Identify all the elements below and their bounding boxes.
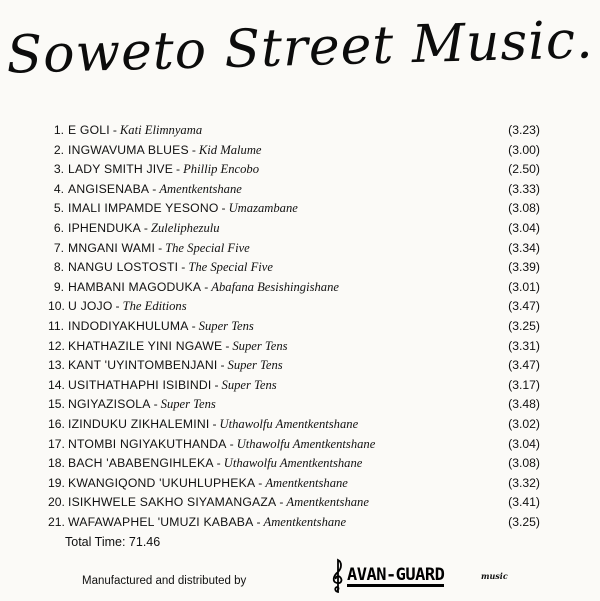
track-duration: (3.08) bbox=[508, 456, 540, 471]
track-number: 13. bbox=[48, 358, 65, 373]
track-title: INGWAVUMA BLUES bbox=[68, 142, 189, 157]
track-artist: Super Tens bbox=[198, 318, 254, 333]
track-separator: - bbox=[214, 377, 219, 392]
track-title: IMALI IMPAMDE YESONO bbox=[68, 201, 219, 216]
track-number: 21. bbox=[48, 514, 65, 529]
track-row bbox=[48, 356, 540, 376]
track-duration: (3.01) bbox=[508, 279, 540, 294]
track-separator: - bbox=[176, 162, 181, 177]
track-separator: - bbox=[225, 338, 230, 353]
track-row bbox=[48, 278, 540, 298]
track-list bbox=[48, 121, 540, 532]
track-number: 15. bbox=[48, 397, 65, 412]
track-title: USITHATHAPHI ISIBINDI bbox=[68, 377, 212, 392]
total-time: Total Time: 71.46 bbox=[65, 535, 161, 549]
track-artist: Super Tens bbox=[227, 358, 283, 373]
logo-suffix: music bbox=[481, 571, 508, 581]
track-artist: Abafana Besishingishane bbox=[211, 279, 339, 294]
track-duration: (2.50) bbox=[508, 162, 540, 177]
track-artist: Zuleliphezulu bbox=[150, 220, 220, 235]
track-duration: (3.23) bbox=[508, 123, 540, 137]
track-number: 16. bbox=[48, 416, 65, 431]
track-separator: - bbox=[191, 318, 196, 333]
track-artist: Super Tens bbox=[232, 338, 288, 353]
track-row bbox=[48, 258, 540, 278]
track-row bbox=[48, 376, 540, 396]
track-row bbox=[48, 395, 540, 415]
track-artist: Super Tens bbox=[221, 377, 277, 392]
track-artist: Amentkentshane bbox=[265, 475, 348, 490]
track-duration: (3.39) bbox=[508, 260, 540, 275]
track-number: 10. bbox=[48, 299, 65, 314]
track-number: 3. bbox=[53, 162, 64, 177]
track-number: 4. bbox=[53, 181, 64, 196]
track-number: 2. bbox=[53, 142, 64, 157]
track-row bbox=[48, 199, 540, 219]
track-artist: The Special Five bbox=[188, 260, 273, 275]
track-artist: Uthawolfu Amentkentshane bbox=[236, 436, 376, 451]
track-number: 5. bbox=[53, 201, 64, 216]
track-title: KANT 'UYINTOMBENJANI bbox=[68, 358, 218, 373]
track-number: 18. bbox=[48, 456, 65, 471]
track-row bbox=[48, 454, 540, 474]
track-title: INDODIYAKHULUMA bbox=[68, 318, 189, 333]
track-separator: - bbox=[256, 514, 261, 529]
track-artist: Phillip Encobo bbox=[183, 162, 260, 177]
track-duration: (3.00) bbox=[508, 142, 540, 157]
track-separator: - bbox=[258, 475, 263, 490]
track-artist: Kid Malume bbox=[198, 142, 262, 157]
track-row bbox=[48, 493, 540, 513]
track-separator: - bbox=[153, 397, 158, 412]
track-title: KHATHAZILE YINI NGAWE bbox=[68, 338, 223, 353]
track-number: 12. bbox=[48, 338, 65, 353]
track-number: 14. bbox=[48, 377, 65, 392]
track-artist: Uthawolfu Amentkentshane bbox=[223, 456, 363, 471]
track-row bbox=[48, 297, 540, 317]
track-duration: (3.47) bbox=[508, 299, 540, 314]
track-row bbox=[48, 160, 540, 180]
track-separator: - bbox=[181, 260, 186, 275]
track-row bbox=[48, 474, 540, 494]
track-separator: - bbox=[112, 123, 117, 137]
logo-wordmark: AVAN-GUARD bbox=[347, 565, 445, 585]
track-title: NGIYAZISOLA bbox=[68, 397, 151, 412]
track-duration: (3.04) bbox=[508, 220, 540, 235]
track-artist: Amentkentshane bbox=[159, 181, 242, 196]
track-duration: (3.02) bbox=[508, 416, 540, 431]
label-logo bbox=[330, 558, 530, 594]
track-number: 11. bbox=[48, 318, 65, 333]
track-duration: (3.34) bbox=[508, 240, 540, 255]
track-artist: Amentkentshane bbox=[263, 514, 347, 529]
track-number: 17. bbox=[48, 436, 65, 451]
track-title: BACH 'ABABENGIHLEKA bbox=[68, 456, 214, 471]
track-number: 20. bbox=[48, 495, 65, 510]
track-duration: (3.41) bbox=[508, 495, 540, 510]
track-duration: (3.48) bbox=[508, 397, 540, 412]
track-title: WAFAWAPHEL 'UMUZI KABABA bbox=[68, 514, 254, 529]
track-title: LADY SMITH JIVE bbox=[68, 162, 174, 177]
track-separator: - bbox=[191, 142, 196, 157]
track-separator: - bbox=[279, 495, 284, 510]
track-separator: - bbox=[229, 436, 234, 451]
track-separator: - bbox=[152, 181, 157, 196]
treble-clef-icon bbox=[330, 558, 346, 594]
track-row bbox=[48, 239, 540, 259]
track-artist: The Editions bbox=[122, 299, 187, 314]
track-title: NTOMBI NGIYAKUTHANDA bbox=[68, 436, 227, 451]
track-separator: - bbox=[115, 299, 120, 314]
track-title: IPHENDUKA bbox=[68, 220, 141, 235]
track-number: 7. bbox=[53, 240, 64, 255]
track-title: E GOLI bbox=[68, 123, 110, 137]
track-duration: (3.32) bbox=[508, 475, 540, 490]
track-number: 9. bbox=[53, 279, 64, 294]
track-row bbox=[48, 337, 540, 357]
track-title: ISIKHWELE SAKHO SIYAMANGAZA bbox=[68, 495, 277, 510]
track-artist: Kati Elimnyama bbox=[119, 123, 203, 137]
track-row bbox=[48, 141, 540, 161]
track-row bbox=[48, 180, 540, 200]
track-row bbox=[48, 435, 540, 455]
track-separator: - bbox=[212, 416, 217, 431]
track-title: KWANGIQOND 'UKUHLUPHEKA bbox=[68, 475, 256, 490]
track-separator: - bbox=[216, 456, 221, 471]
track-title: ANGISENABA bbox=[68, 181, 150, 196]
track-separator: - bbox=[143, 220, 148, 235]
album-title: Soweto Street Music. bbox=[5, 10, 595, 86]
track-artist: Amentkentshane bbox=[286, 495, 369, 510]
track-artist: Super Tens bbox=[160, 397, 216, 412]
track-title: HAMBANI MAGODUKA bbox=[68, 279, 202, 294]
track-duration: (3.08) bbox=[508, 201, 540, 216]
track-number: 1. bbox=[53, 123, 64, 137]
track-separator: - bbox=[220, 358, 225, 373]
track-duration: (3.25) bbox=[508, 318, 540, 333]
track-separator: - bbox=[221, 201, 226, 216]
track-duration: (3.33) bbox=[508, 181, 540, 196]
track-row bbox=[48, 317, 540, 337]
manufacturer-text: Manufactured and distributed by bbox=[82, 575, 247, 587]
track-title: U JOJO bbox=[68, 299, 113, 314]
track-row bbox=[48, 513, 540, 533]
track-row bbox=[48, 219, 540, 239]
track-row bbox=[48, 415, 540, 435]
track-duration: (3.04) bbox=[508, 436, 540, 451]
track-separator: - bbox=[158, 240, 163, 255]
track-number: 19. bbox=[48, 475, 65, 490]
track-duration: (3.17) bbox=[508, 377, 540, 392]
track-title: IZINDUKU ZIKHALEMINI bbox=[68, 416, 210, 431]
track-separator: - bbox=[204, 279, 209, 294]
track-artist: Uthawolfu Amentkentshane bbox=[219, 416, 359, 431]
track-title: NANGU LOSTOSTI bbox=[68, 260, 179, 275]
track-number: 6. bbox=[53, 220, 64, 235]
track-artist: Umazambane bbox=[228, 201, 298, 216]
track-duration: (3.47) bbox=[508, 358, 540, 373]
track-artist: The Special Five bbox=[165, 240, 250, 255]
track-duration: (3.31) bbox=[508, 338, 540, 353]
track-number: 8. bbox=[53, 260, 64, 275]
track-title: MNGANI WAMI bbox=[68, 240, 156, 255]
track-duration: (3.25) bbox=[508, 514, 540, 529]
track-row bbox=[48, 121, 540, 141]
